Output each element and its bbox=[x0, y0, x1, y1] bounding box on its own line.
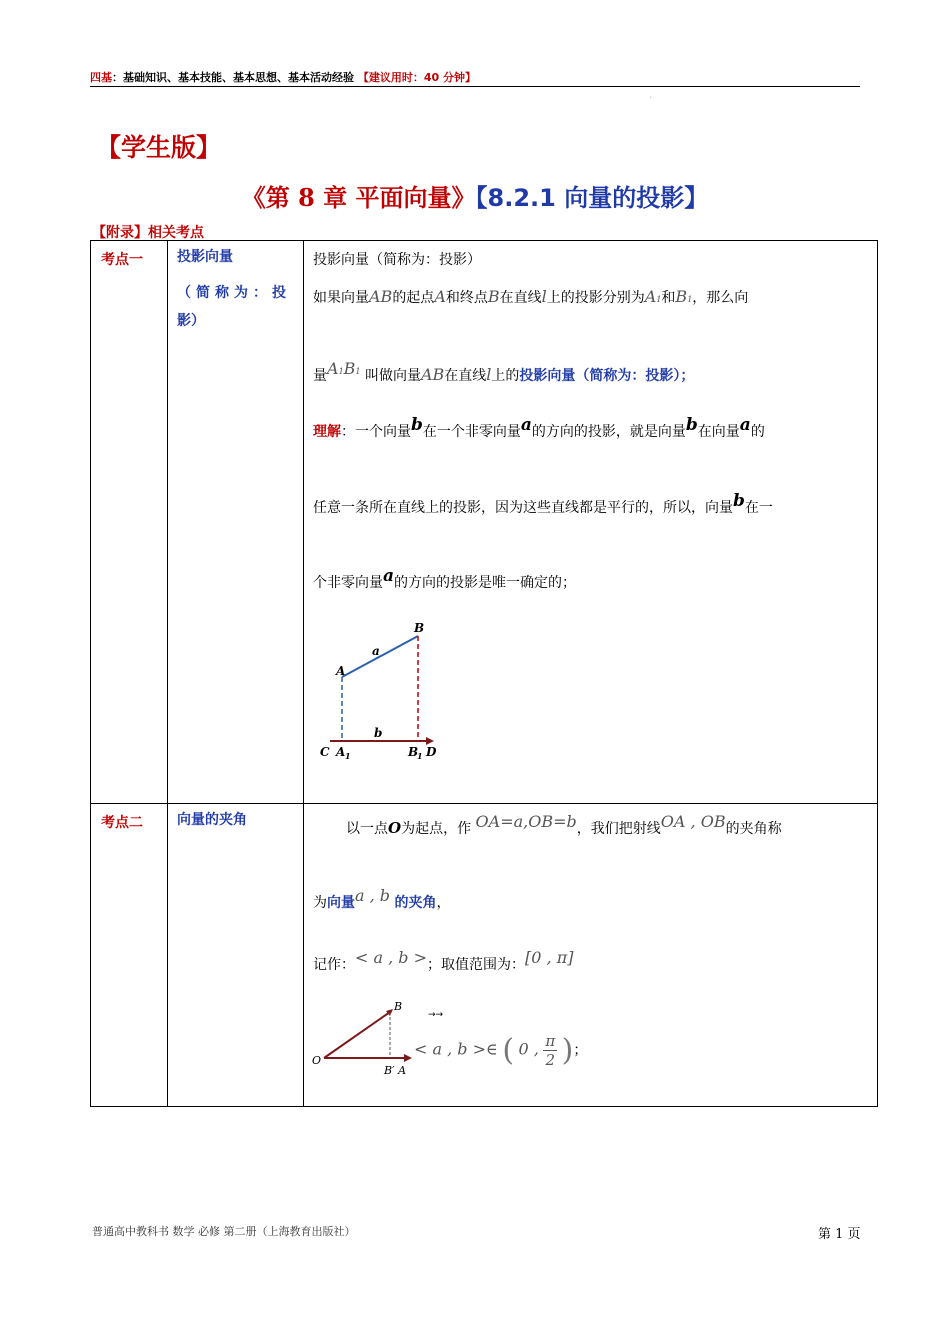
text: 为起点，作 bbox=[401, 821, 472, 837]
text: 的夹角称 bbox=[725, 821, 782, 837]
text: 在一个非零向量 bbox=[422, 424, 521, 440]
math-O: O bbox=[388, 819, 402, 837]
math-eq: = bbox=[500, 812, 514, 831]
projection-term: 投影向量（简称为：投影） bbox=[519, 368, 681, 384]
understand-label: 理解 bbox=[313, 424, 341, 440]
text: 的方向的投影，就是向量 bbox=[531, 424, 686, 440]
point2-name-cell bbox=[168, 804, 304, 1107]
math-two: 2 bbox=[545, 1051, 556, 1069]
fig-label-B: B bbox=[414, 621, 425, 635]
table-row bbox=[91, 241, 878, 804]
text: 叫做向量 bbox=[364, 368, 421, 384]
header-tick: ' bbox=[650, 96, 652, 103]
fraction bbox=[543, 1032, 557, 1069]
math-a: a bbox=[520, 415, 532, 435]
math-range: [0 , π] bbox=[525, 948, 574, 967]
table-row bbox=[91, 804, 878, 1107]
text: 如果向量 bbox=[313, 290, 369, 306]
arrow-D-icon bbox=[426, 737, 434, 745]
arrow-A-icon bbox=[404, 1054, 412, 1062]
math-eq: = bbox=[553, 812, 567, 831]
text: 以一点 bbox=[346, 821, 388, 837]
math-sub: 1 bbox=[338, 367, 344, 376]
fig-label-D: D bbox=[426, 745, 437, 759]
vector-arrows: →→ bbox=[428, 1010, 444, 1020]
math-OAOB: OA , OB bbox=[660, 812, 726, 831]
projection-figure bbox=[308, 613, 458, 763]
fig-label-C: C bbox=[320, 745, 330, 759]
math-a: a bbox=[383, 566, 395, 586]
p1-line2 bbox=[313, 287, 748, 307]
angle-figure bbox=[308, 992, 428, 1082]
math-b: b bbox=[685, 415, 698, 435]
page-number: 第 1 页 bbox=[818, 1227, 861, 1242]
fig-label-B: B bbox=[394, 1000, 403, 1013]
point1-content bbox=[304, 241, 878, 804]
header-suggest: 【建议用时：40 分钟】 bbox=[357, 71, 476, 84]
math-OA: OA bbox=[475, 812, 501, 831]
paren-right-icon: ) bbox=[561, 1033, 574, 1068]
text: 记作： bbox=[313, 957, 355, 973]
fig-label-A: A bbox=[336, 664, 346, 678]
fig-label-B1: B bbox=[408, 745, 419, 759]
math-B1: B bbox=[343, 359, 356, 378]
p2-line3 bbox=[313, 948, 574, 974]
header-prefix: 四基 bbox=[90, 71, 112, 84]
p2-line1 bbox=[346, 812, 782, 838]
math-A1: A bbox=[327, 359, 339, 378]
math-angle2: < a , b >∈ bbox=[414, 1039, 498, 1059]
ray-OB bbox=[324, 1012, 390, 1058]
text: 和终点 bbox=[445, 290, 488, 306]
text: 在直线 bbox=[499, 290, 542, 306]
text: ：一个向量 bbox=[341, 424, 411, 440]
math-b: b bbox=[411, 415, 423, 435]
fig-label-A1: A bbox=[336, 745, 346, 759]
vector-term: 向量 bbox=[327, 895, 355, 911]
p1-line3 bbox=[313, 359, 695, 385]
text: 为 bbox=[313, 895, 327, 911]
text: 上的 bbox=[491, 368, 520, 384]
points-table bbox=[90, 240, 878, 1107]
fig-label-sub: 1 bbox=[417, 751, 423, 761]
math-b: b bbox=[566, 812, 577, 831]
text: 在直线 bbox=[444, 368, 487, 384]
fig-label-O: O bbox=[312, 1054, 322, 1067]
math-AB: AB bbox=[420, 365, 445, 384]
text: ， bbox=[436, 895, 451, 911]
title-chapter: 《第 8 章 平面向量》 bbox=[241, 183, 476, 212]
math-sub: 1 bbox=[687, 295, 693, 304]
appendix-label: 【附录】相关考点 bbox=[92, 225, 204, 241]
point1-label-cell bbox=[91, 241, 168, 804]
paren-left-icon: ( bbox=[502, 1033, 515, 1068]
point1-name-text: 投影向量 bbox=[177, 249, 233, 265]
text: 和 bbox=[661, 290, 676, 306]
header-rule bbox=[90, 86, 860, 87]
math-OB: OB bbox=[528, 812, 554, 831]
math-comma: , bbox=[523, 812, 529, 831]
header-text: ：基础知识、基本技能、基本思想、基本活动经验 bbox=[112, 71, 354, 84]
text: 的方向的投影是唯一确定的； bbox=[394, 575, 577, 591]
page-header bbox=[90, 69, 476, 85]
math-B1: B bbox=[675, 287, 688, 306]
title-section: 【8.2.1 向量的投影】 bbox=[475, 184, 709, 212]
text: ，那么向 bbox=[692, 290, 749, 306]
angle-term: 的夹角 bbox=[394, 895, 437, 911]
fig-label-sub: 1 bbox=[345, 751, 351, 761]
text: 在向量 bbox=[697, 424, 740, 440]
math-sub: 1 bbox=[355, 367, 361, 376]
math-zero: 0 , bbox=[518, 1039, 539, 1059]
math-A: A bbox=[434, 287, 446, 306]
math-sub: 1 bbox=[656, 295, 662, 304]
point1-name-cell bbox=[168, 241, 304, 804]
text: ；取值范围为： bbox=[427, 957, 526, 973]
p2-line2 bbox=[313, 886, 451, 912]
text: 的起点 bbox=[392, 290, 435, 306]
math-A1: A bbox=[644, 287, 657, 306]
p1-line6 bbox=[313, 566, 577, 592]
point2-name: 向量的夹角 bbox=[177, 812, 247, 828]
text: 个非零向量 bbox=[313, 575, 383, 591]
point1-name bbox=[168, 241, 303, 331]
fig-label-BA: B′ A bbox=[384, 1064, 407, 1077]
math-AB: AB bbox=[369, 287, 393, 306]
math-ab: a , b bbox=[355, 886, 391, 905]
math-b: b bbox=[733, 491, 745, 511]
page-title bbox=[0, 178, 950, 213]
point1-label: 考点一 bbox=[101, 252, 143, 268]
math-a: a bbox=[739, 415, 751, 435]
p1-line5 bbox=[313, 491, 773, 517]
text: 在一 bbox=[744, 500, 773, 516]
p1-line4 bbox=[313, 415, 765, 441]
math-l: l bbox=[541, 287, 547, 306]
text: ； bbox=[680, 368, 695, 384]
text: ，我们把射线 bbox=[576, 821, 661, 837]
point1-alias2: 影） bbox=[177, 313, 205, 329]
fig-label-b: b bbox=[374, 726, 383, 740]
point1-alias: （简称为：投 bbox=[177, 285, 291, 301]
point2-content bbox=[304, 804, 878, 1107]
p1-line1: 投影向量（简称为：投影） bbox=[313, 252, 481, 268]
fig-label-a: a bbox=[372, 644, 380, 658]
vector-a-line bbox=[342, 636, 418, 677]
math-pi: π bbox=[545, 1032, 556, 1050]
p2-formula bbox=[414, 1032, 587, 1069]
text: 的 bbox=[750, 424, 765, 440]
point2-label: 考点二 bbox=[101, 815, 143, 831]
text: 上的投影分别为 bbox=[546, 290, 645, 306]
math-angle: < a , b > bbox=[355, 948, 428, 967]
text: 量 bbox=[313, 368, 327, 384]
math-B: B bbox=[487, 287, 500, 306]
text: 任意一条所在直线上的投影，因为这些直线都是平行的，所以，向量 bbox=[313, 500, 733, 516]
version-label: 【学生版】 bbox=[96, 133, 222, 162]
math-a: a bbox=[513, 812, 524, 831]
point2-label-cell bbox=[91, 804, 168, 1107]
math-l: l bbox=[486, 365, 492, 384]
footer-source: 普通高中教科书 数学 必修 第二册（上海教育出版社） bbox=[92, 1225, 356, 1238]
text: ； bbox=[573, 1042, 588, 1059]
